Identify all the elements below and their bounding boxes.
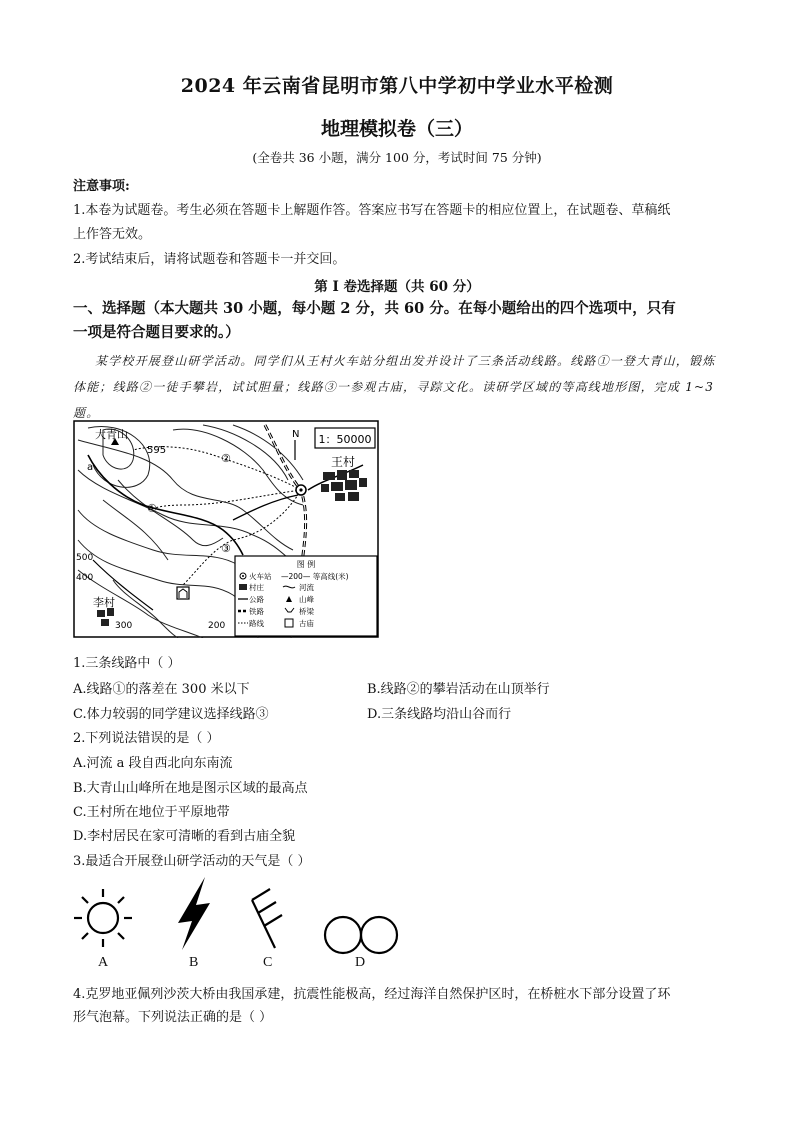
label-500: 500 bbox=[76, 553, 94, 563]
notice-item1-line1: 1.本卷为试题卷。考生必须在答题卡上解题作答。答案应书写在答题卡的相应位置上，在试题卷、草稿纸 bbox=[73, 203, 671, 218]
q3-label-c: C bbox=[263, 955, 273, 970]
label-400: 400 bbox=[76, 573, 94, 583]
section-heading-line1: 一、选择题（本大题共 30 小题，每小题 2 分，共 60 分。在每小题给出的四个选项中，只有 bbox=[73, 300, 676, 317]
sunny-icon bbox=[74, 889, 132, 947]
q2-stem: 2.下列说法错误的是（ ） bbox=[73, 731, 220, 746]
legend-village: 村庄 bbox=[249, 583, 264, 592]
exam-subtitle: 地理模拟卷（三） bbox=[320, 118, 473, 140]
section-title: 第 I 卷选择题（共 60 分） bbox=[314, 279, 480, 295]
label-200: 200 bbox=[208, 621, 226, 631]
q2-option-c: C.王村所在地位于平原地带 bbox=[73, 805, 230, 820]
q2-option-a: A.河流 a 段自西北向东南流 bbox=[73, 756, 233, 771]
reading-passage: 某学校开展登山研学活动。同学们从王村火车站分组出发并设计了三条活动线路。线路①一登大青山，锻炼体能；线路②一徒手攀岩，试试胆量；线路③一参观古庙，寻踪文化。读研学区域的等高线地形图，完成 1~3 题。 bbox=[73, 354, 716, 420]
label-wang-village: 王村 bbox=[331, 455, 356, 469]
contour-map-svg bbox=[73, 420, 379, 638]
q1-stem: 1.三条线路中（ ） bbox=[73, 656, 181, 671]
q3-label-d: D bbox=[355, 955, 366, 970]
notice-item2: 2.考试结束后，请将试题卷和答题卡一并交回。 bbox=[73, 252, 346, 267]
legend-title: 图 例 bbox=[296, 560, 316, 569]
map-scale: 1：50000 bbox=[318, 433, 372, 446]
q2-option-b: B.大青山山峰所在地是图示区域的最高点 bbox=[73, 781, 308, 796]
contour-map bbox=[73, 420, 379, 638]
q4-line1: 4.克罗地亚佩列沙茨大桥由我国承建，抗震性能极高，经过海洋自然保护区时，在桥桩水下部分设置了环 bbox=[73, 987, 671, 1002]
notice-heading: 注意事项: bbox=[73, 179, 130, 194]
q3-label-a: A bbox=[98, 955, 109, 970]
label-595: 595 bbox=[147, 445, 167, 456]
legend-road: 公路 bbox=[249, 595, 264, 604]
label-route1: ① bbox=[147, 502, 157, 515]
q3-stem: 3.最适合开展登山研学活动的天气是（ ） bbox=[73, 854, 311, 869]
q1-option-d: D.三条线路均沿山谷而行 bbox=[367, 707, 512, 722]
legend-peak: 山峰 bbox=[299, 595, 314, 604]
section-heading bbox=[73, 297, 733, 345]
exam-title: 2024 年云南省昆明市第八中学初中学业水平检测 bbox=[180, 75, 614, 97]
label-river-a: a bbox=[87, 462, 94, 473]
legend-bridge: 桥梁 bbox=[299, 607, 314, 616]
legend-river: 河流 bbox=[299, 583, 314, 592]
label-mountain: 大青山 bbox=[95, 428, 128, 441]
label-300: 300 bbox=[115, 621, 133, 631]
north-label: N bbox=[292, 429, 300, 440]
q1-option-c: C.体力较弱的同学建议选择线路③ bbox=[73, 707, 269, 722]
section-heading-line2: 一项是符合题目要求的。） bbox=[73, 324, 240, 341]
exam-info: (全卷共 36 小题，满分 100 分，考试时间 75 分钟) bbox=[252, 150, 542, 165]
q1-option-b: B.线路②的攀岩活动在山顶举行 bbox=[367, 682, 550, 697]
legend-station: 火车站 bbox=[249, 572, 272, 581]
legend-route: 路线 bbox=[249, 619, 264, 628]
legend-contour: —200— 等高线(米) bbox=[281, 572, 349, 581]
q2-option-d: D.李村居民在家可清晰的看到古庙全貌 bbox=[73, 829, 296, 844]
fog-icon bbox=[325, 917, 397, 953]
q1-option-a: A.线路①的落差在 300 米以下 bbox=[73, 682, 250, 697]
notice-item1-line2: 上作答无效。 bbox=[73, 227, 152, 242]
q4-line2: 形气泡幕。下列说法正确的是（ ） bbox=[73, 1010, 273, 1025]
q3-label-b: B bbox=[189, 955, 199, 970]
label-route2: ② bbox=[221, 452, 231, 465]
legend-railway: 铁路 bbox=[249, 607, 264, 616]
thunderstorm-icon bbox=[178, 877, 210, 950]
legend-temple: 古庙 bbox=[299, 619, 314, 628]
wind-icon bbox=[252, 889, 282, 948]
map-legend bbox=[235, 556, 377, 636]
label-li-village: 李村 bbox=[93, 596, 115, 609]
label-route3: ③ bbox=[221, 542, 231, 555]
